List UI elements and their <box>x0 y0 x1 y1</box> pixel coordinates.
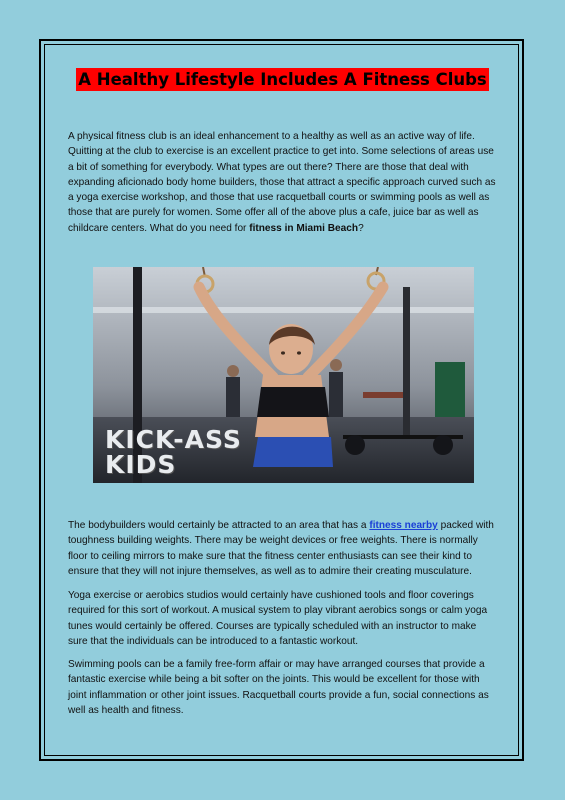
page-title: A Healthy Lifestyle Includes A Fitness Clubs <box>78 70 487 89</box>
para2-before: The bodybuilders would certainly be attracted to an area that has a <box>68 520 370 531</box>
intro-paragraph <box>68 129 498 236</box>
photo-overlay-text <box>105 427 242 477</box>
swimming-paragraph: Swimming pools can be a family free-form affair or may have arranged courses that provide a fantastic exercise while being a bit softer on the joints. This would be excellent for those with joint inflammation or other joint issues. Racquetball courts provide a fun, social connections as well as health and fitness. <box>68 659 489 716</box>
title-wrap <box>0 68 565 91</box>
intro-end: ? <box>358 222 364 234</box>
yoga-paragraph: Yoga exercise or aerobics studios would certainly have cushioned tools and floor coverings required for this sort of workout. A musical system to play vibrant aerobics songs or calm yoga tunes would certainly be offered. Courses are typically scheduled with an instructor to make sure that the individuals can be introduced to a fantastic workout. <box>68 590 488 647</box>
gym-photo <box>93 267 474 483</box>
bodybuilders-paragraph <box>68 518 498 579</box>
overlay-line-2: KIDS <box>105 450 177 479</box>
intro-bold-keyword: fitness in Miami Beach <box>249 222 359 234</box>
para2-after: packed with toughness building weights. There may be weight devices or free weights. There is normally floor to ceiling mirrors to make sure that the fitness center enthusiasts can see their kind to ensure that they will not injure themselves, as well as to admire their creating musculature. <box>68 520 494 577</box>
overlay-line-1: KICK-ASS <box>105 425 242 454</box>
intro-text: A physical fitness club is an ideal enhancement to a healthy as well as an active way of life. Quitting at the club to exercise is an excellent practice to get into. Some selections of areas use a bit of something for everybody. What types are out there? There are those that deal with expanding aficionado body home builders, those that attract a specific approach curved such as a yoga exercise workshop, and those that use racquetball courts or swimming pools as well as those that are purely for women. Some offer all of the above plus a cafe, juice bar as well as childcare centers. What do you need for <box>68 131 496 234</box>
fitness-nearby-link[interactable]: fitness nearby <box>369 520 438 531</box>
